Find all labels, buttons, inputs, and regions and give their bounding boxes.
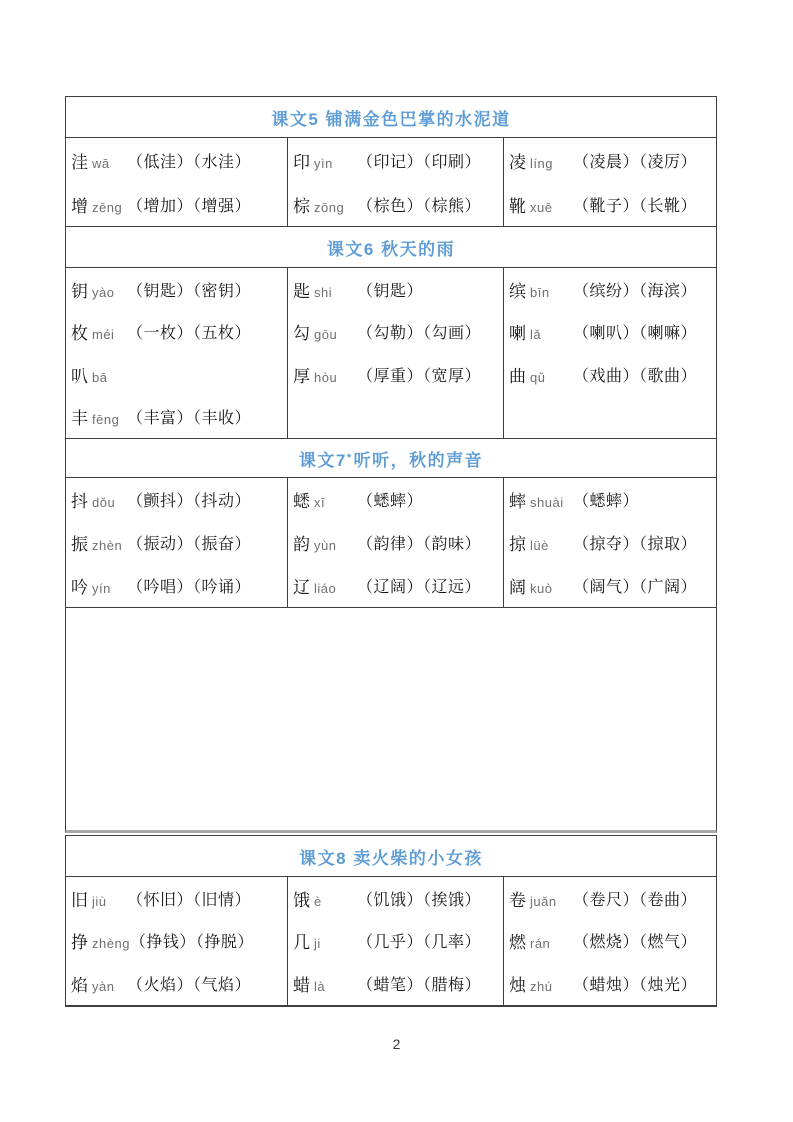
vocab-cell bbox=[504, 311, 716, 354]
hanzi-character: 吟 bbox=[71, 578, 88, 597]
hanzi-pinyin-group bbox=[509, 573, 573, 598]
hanzi-character: 洼 bbox=[71, 152, 88, 172]
pinyin-label: xī bbox=[314, 495, 326, 510]
hanzi-pinyin-group bbox=[509, 928, 573, 953]
hanzi-pinyin-group bbox=[293, 573, 357, 598]
hanzi-character: 几 bbox=[293, 933, 310, 953]
vocab-cell bbox=[66, 138, 287, 182]
vocab-cell bbox=[66, 353, 287, 396]
pinyin-label: bīn bbox=[530, 284, 550, 300]
hanzi-character: 辽 bbox=[293, 578, 310, 597]
hanzi-character: 烛 bbox=[509, 975, 526, 995]
pinyin-label: bā bbox=[92, 369, 108, 385]
section-body bbox=[66, 138, 716, 227]
example-words: （缤纷）（海滨） bbox=[573, 282, 698, 300]
table-column bbox=[288, 877, 504, 1005]
hanzi-character: 增 bbox=[71, 196, 88, 216]
hanzi-character: 印 bbox=[293, 152, 310, 172]
example-words: （蟋蟀） bbox=[357, 493, 424, 510]
example-words: （阔气）（广阔） bbox=[573, 579, 698, 596]
vocab-cell bbox=[288, 311, 503, 354]
pinyin-label: méi bbox=[92, 327, 115, 343]
pinyin-label: zhèng bbox=[92, 936, 130, 952]
hanzi-character: 枚 bbox=[71, 324, 88, 344]
vocab-cell bbox=[288, 920, 503, 963]
pinyin-label: zhú bbox=[530, 978, 553, 994]
pinyin-label: è bbox=[314, 893, 322, 909]
section-header: 课文7 * 听听，秋的声音 bbox=[66, 439, 716, 478]
example-words: （怀旧）（旧情） bbox=[127, 891, 252, 909]
vocab-cell bbox=[66, 564, 287, 607]
hanzi-character: 掠 bbox=[509, 535, 526, 554]
hanzi-character: 振 bbox=[71, 535, 88, 554]
pinyin-label: lǎ bbox=[530, 327, 542, 343]
hanzi-pinyin-group bbox=[293, 277, 357, 302]
hanzi-pinyin-group bbox=[293, 928, 357, 953]
hanzi-character: 叭 bbox=[71, 366, 88, 386]
hanzi-character: 阔 bbox=[509, 578, 526, 597]
vocab-cell bbox=[504, 962, 716, 1005]
hanzi-pinyin-group bbox=[509, 277, 573, 302]
hanzi-pinyin-group bbox=[509, 362, 573, 387]
pinyin-label: zōng bbox=[314, 199, 345, 215]
hanzi-pinyin-group bbox=[509, 530, 573, 555]
hanzi-character: 燃 bbox=[509, 933, 526, 953]
pinyin-label: shuài bbox=[530, 495, 564, 510]
hanzi-pinyin-group bbox=[293, 487, 357, 512]
hanzi-character: 旧 bbox=[71, 890, 88, 910]
table-column bbox=[504, 138, 716, 226]
hanzi-character: 缤 bbox=[509, 281, 526, 301]
pinyin-label: gōu bbox=[314, 327, 338, 343]
table-column bbox=[504, 877, 716, 1005]
section-body bbox=[66, 478, 716, 608]
vocab-cell bbox=[288, 182, 503, 226]
section-header bbox=[66, 227, 716, 268]
hanzi-pinyin-group bbox=[293, 148, 357, 173]
vocab-cell bbox=[288, 877, 503, 920]
section-header bbox=[66, 836, 716, 877]
hanzi-character: 抖 bbox=[71, 492, 88, 511]
example-words: （蟋蟀） bbox=[573, 493, 640, 510]
example-words: （喇叭）（喇嘛） bbox=[573, 325, 698, 343]
vocab-cell bbox=[504, 353, 716, 396]
vocab-cell bbox=[66, 311, 287, 354]
example-words: （几乎）（几率） bbox=[357, 934, 482, 952]
pinyin-label: zhèn bbox=[92, 538, 123, 553]
example-words: （靴子）（长靴） bbox=[573, 197, 698, 215]
vocab-cell bbox=[504, 268, 716, 311]
hanzi-character: 蟀 bbox=[509, 492, 526, 511]
hanzi-pinyin-group bbox=[509, 148, 573, 173]
vocab-cell bbox=[504, 920, 716, 963]
example-words: （一枚）（五枚） bbox=[127, 325, 252, 343]
vocab-cell bbox=[66, 478, 287, 521]
example-words: （颤抖）（抖动） bbox=[127, 493, 252, 510]
example-words: （戏曲）（歌曲） bbox=[573, 367, 698, 385]
table-column bbox=[504, 268, 716, 438]
hanzi-pinyin-group bbox=[71, 487, 127, 512]
hanzi-character: 靴 bbox=[509, 196, 526, 216]
hanzi-pinyin-group bbox=[71, 928, 130, 953]
hanzi-character: 钥 bbox=[71, 281, 88, 301]
vocab-cell bbox=[288, 268, 503, 311]
pinyin-label: yìn bbox=[314, 155, 333, 171]
example-words: （凌晨）（凌厉） bbox=[573, 153, 698, 171]
vocab-cell bbox=[66, 268, 287, 311]
pinyin-label: lüè bbox=[530, 538, 549, 553]
pinyin-label: yín bbox=[92, 581, 111, 596]
example-words: （勾勒）（勾画） bbox=[357, 325, 482, 343]
hanzi-character: 蜡 bbox=[293, 975, 310, 995]
section-title: 课文7 bbox=[298, 450, 347, 470]
pinyin-label: kuò bbox=[530, 581, 553, 596]
pinyin-label: hòu bbox=[314, 369, 338, 385]
pinyin-label: xuē bbox=[530, 199, 553, 215]
table-column bbox=[66, 138, 288, 226]
vocab-table-part2 bbox=[65, 835, 717, 1007]
pinyin-label: liáo bbox=[314, 581, 337, 596]
hanzi-character: 蟋 bbox=[293, 492, 310, 511]
example-words: （燃烧）（燃气） bbox=[573, 934, 698, 952]
section-title-rest: 听听，秋的声音 bbox=[353, 450, 484, 470]
hanzi-character: 厚 bbox=[293, 366, 310, 386]
hanzi-character: 曲 bbox=[509, 366, 526, 386]
hanzi-pinyin-group bbox=[509, 487, 573, 512]
hanzi-pinyin-group bbox=[293, 192, 357, 217]
vocab-cell bbox=[288, 478, 503, 521]
vocab-cell bbox=[66, 962, 287, 1005]
example-words: （挣钱）（挣脱） bbox=[129, 934, 254, 952]
hanzi-pinyin-group bbox=[71, 971, 127, 996]
example-words: （蜡笔）（腊梅） bbox=[357, 976, 482, 994]
hanzi-pinyin-group bbox=[509, 886, 573, 911]
example-words: （韵律）（韵味） bbox=[357, 536, 482, 553]
pinyin-label: qǔ bbox=[530, 369, 546, 385]
hanzi-pinyin-group bbox=[71, 192, 127, 217]
pinyin-label: zēng bbox=[92, 199, 123, 215]
hanzi-pinyin-group bbox=[71, 530, 127, 555]
table-column bbox=[66, 877, 288, 1005]
vocab-cell bbox=[504, 478, 716, 521]
vocab-cell bbox=[504, 182, 716, 226]
hanzi-pinyin-group bbox=[293, 319, 357, 344]
vocab-cell bbox=[288, 962, 503, 1005]
pinyin-label: rán bbox=[530, 936, 551, 952]
example-words: （辽阔）（辽远） bbox=[357, 579, 482, 596]
vocab-cell bbox=[66, 396, 287, 439]
hanzi-pinyin-group bbox=[71, 319, 127, 344]
hanzi-character: 卷 bbox=[509, 890, 526, 910]
hanzi-pinyin-group bbox=[71, 148, 127, 173]
pinyin-label: dǒu bbox=[92, 495, 116, 510]
section-title: 课文8 卖火柴的小女孩 bbox=[299, 848, 483, 868]
hanzi-pinyin-group bbox=[509, 192, 573, 217]
example-words: （棕色）（棕熊） bbox=[357, 197, 482, 215]
vocab-cell bbox=[288, 521, 503, 564]
example-words: （印记）（印刷） bbox=[357, 153, 482, 171]
example-words: （火焰）（气焰） bbox=[127, 976, 252, 994]
example-words: （增加）（增强） bbox=[127, 197, 252, 215]
example-words: （钥匙）（密钥） bbox=[127, 282, 252, 300]
table-column bbox=[288, 268, 504, 438]
hanzi-pinyin-group bbox=[71, 404, 127, 429]
vocab-cell bbox=[504, 521, 716, 564]
hanzi-pinyin-group bbox=[71, 362, 127, 387]
vocab-cell bbox=[66, 920, 287, 963]
hanzi-pinyin-group bbox=[509, 971, 573, 996]
hanzi-character: 匙 bbox=[293, 281, 310, 301]
hanzi-character: 韵 bbox=[293, 535, 310, 554]
example-words: （振动）（振奋） bbox=[127, 536, 252, 553]
example-words: （饥饿）（挨饿） bbox=[357, 891, 482, 909]
hanzi-character: 丰 bbox=[71, 409, 88, 429]
section-title: 课文6 秋天的雨 bbox=[326, 239, 456, 259]
hanzi-character: 饿 bbox=[293, 890, 310, 910]
pinyin-label: jiù bbox=[92, 893, 107, 909]
hanzi-character: 焰 bbox=[71, 975, 88, 995]
vocab-cell bbox=[66, 877, 287, 920]
hanzi-pinyin-group bbox=[293, 886, 357, 911]
table-column bbox=[66, 268, 288, 438]
hanzi-pinyin-group bbox=[293, 530, 357, 555]
hanzi-pinyin-group bbox=[509, 319, 573, 344]
example-words: （蜡烛）（烛光） bbox=[573, 976, 698, 994]
vocab-cell bbox=[288, 138, 503, 182]
empty-table-row bbox=[66, 608, 716, 830]
table-column bbox=[288, 478, 504, 607]
section-body bbox=[66, 268, 716, 439]
vocab-table-part1 bbox=[65, 96, 717, 833]
vocab-cell bbox=[66, 182, 287, 226]
example-words: （丰富）（丰收） bbox=[127, 410, 252, 428]
vocab-cell bbox=[504, 877, 716, 920]
hanzi-character: 棕 bbox=[293, 196, 310, 216]
pinyin-label: ji bbox=[314, 936, 321, 952]
pinyin-label: yào bbox=[92, 284, 115, 300]
section-title: 课文5 铺满金色巴掌的水泥道 bbox=[271, 109, 511, 129]
hanzi-pinyin-group bbox=[293, 362, 357, 387]
hanzi-character: 喇 bbox=[509, 324, 526, 344]
pinyin-label: líng bbox=[530, 155, 553, 171]
hanzi-pinyin-group bbox=[71, 886, 127, 911]
table-column bbox=[288, 138, 504, 226]
hanzi-pinyin-group bbox=[71, 573, 127, 598]
table-column bbox=[66, 478, 288, 607]
pinyin-label: yàn bbox=[92, 978, 115, 994]
hanzi-pinyin-group bbox=[71, 277, 127, 302]
hanzi-pinyin-group bbox=[293, 971, 357, 996]
example-words: （卷尺）（卷曲） bbox=[573, 891, 698, 909]
vocab-cell bbox=[66, 521, 287, 564]
vocab-cell bbox=[288, 564, 503, 607]
example-words: （吟唱）（吟诵） bbox=[127, 579, 252, 596]
hanzi-character: 挣 bbox=[71, 933, 88, 953]
pinyin-label: là bbox=[314, 978, 326, 994]
hanzi-character: 勾 bbox=[293, 324, 310, 344]
vocab-cell bbox=[504, 138, 716, 182]
pinyin-label: juǎn bbox=[530, 893, 557, 909]
example-words: （厚重）（宽厚） bbox=[357, 367, 482, 385]
pinyin-label: yùn bbox=[314, 538, 337, 553]
section-header bbox=[66, 97, 716, 138]
pinyin-label: fēng bbox=[92, 412, 120, 428]
section-body bbox=[66, 877, 716, 1006]
table-column bbox=[504, 478, 716, 607]
vocab-cell bbox=[288, 353, 503, 396]
pinyin-label: wā bbox=[92, 155, 110, 171]
pinyin-label: shi bbox=[314, 284, 333, 300]
hanzi-character: 凌 bbox=[509, 152, 526, 172]
page-number: 2 bbox=[392, 1036, 401, 1052]
example-words: （钥匙） bbox=[357, 282, 424, 300]
vocab-cell bbox=[504, 564, 716, 607]
example-words: （掠夺）（掠取） bbox=[573, 536, 698, 553]
example-words: （低洼）（水洼） bbox=[127, 153, 252, 171]
